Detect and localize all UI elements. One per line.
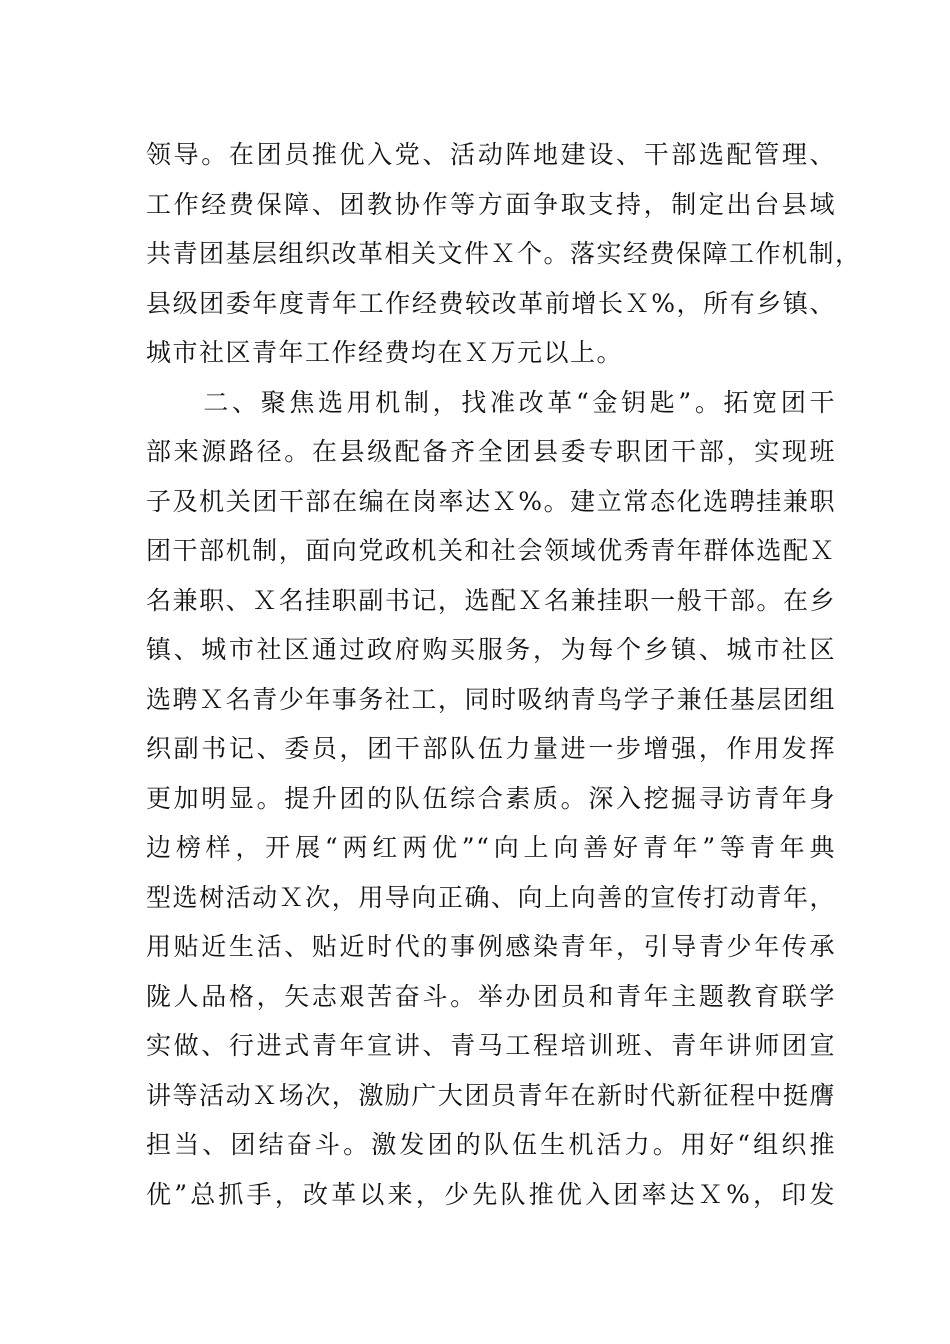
text-line: 讲等活动Ｘ场次，激励广大团员青年在新时代新征程中挺膺 bbox=[146, 1080, 836, 1110]
text-line: 选聘Ｘ名青少年事务社工，同时吸纳青鸟学子兼任基层团组 bbox=[146, 684, 836, 714]
text-line: 陇人品格，矢志艰苦奋斗。举办团员和青年主题教育联学 bbox=[146, 981, 836, 1011]
text-line: 子及机关团干部在编在岗率达Ｘ%。建立常态化选聘挂兼职 bbox=[146, 486, 836, 516]
text-line: 担当、团结奋斗。激发团的队伍生机活力。用好“组织推 bbox=[146, 1130, 836, 1159]
text-line: 边榜样，开展“两红两优”“向上向善好青年”等青年典 bbox=[146, 833, 836, 862]
text-line: 实做、行进式青年宣讲、青马工程培训班、青年讲师团宣 bbox=[146, 1031, 836, 1060]
text-line: 共青团基层组织改革相关文件Ｘ个。落实经费保障工作机制， bbox=[146, 239, 862, 268]
text-line: 织副书记、委员，团干部队伍力量进一步增强，作用发挥 bbox=[146, 734, 836, 763]
text-line: 县级团委年度青年工作经费较改革前增长Ｘ%，所有乡镇、 bbox=[146, 288, 836, 318]
text-line: 部来源路径。在县级配备齐全团县委专职团干部，实现班 bbox=[146, 437, 836, 466]
text-line: 更加明显。提升团的队伍综合素质。深入挖掘寻访青年身 bbox=[146, 783, 836, 813]
text-line: 型选树活动Ｘ次，用导向正确、向上向善的宣传打动青年， bbox=[146, 882, 836, 912]
text-line: 二、聚焦选用机制，找准改革“金钥匙”。拓宽团干 bbox=[146, 387, 836, 417]
text-line: 团干部机制，面向党政机关和社会领域优秀青年群体选配Ｘ bbox=[146, 536, 836, 565]
text-line: 镇、城市社区通过政府购买服务，为每个乡镇、城市社区 bbox=[146, 635, 836, 664]
text-line: 城市社区青年工作经费均在Ｘ万元以上。 bbox=[146, 338, 624, 367]
body-text bbox=[146, 130, 862, 1219]
text-line: 工作经费保障、团教协作等方面争取支持，制定出台县域 bbox=[146, 189, 836, 219]
text-line: 领导。在团员推优入党、活动阵地建设、干部选配管理、 bbox=[146, 140, 836, 169]
text-line: 名兼职、Ｘ名挂职副书记，选配Ｘ名兼挂职一般干部。在乡 bbox=[146, 585, 836, 615]
text-line: 用贴近生活、贴近时代的事例感染青年，引导青少年传承 bbox=[146, 932, 836, 961]
text-line: 优”总抓手，改革以来，少先队推优入团率达Ｘ%，印发 bbox=[146, 1179, 836, 1209]
